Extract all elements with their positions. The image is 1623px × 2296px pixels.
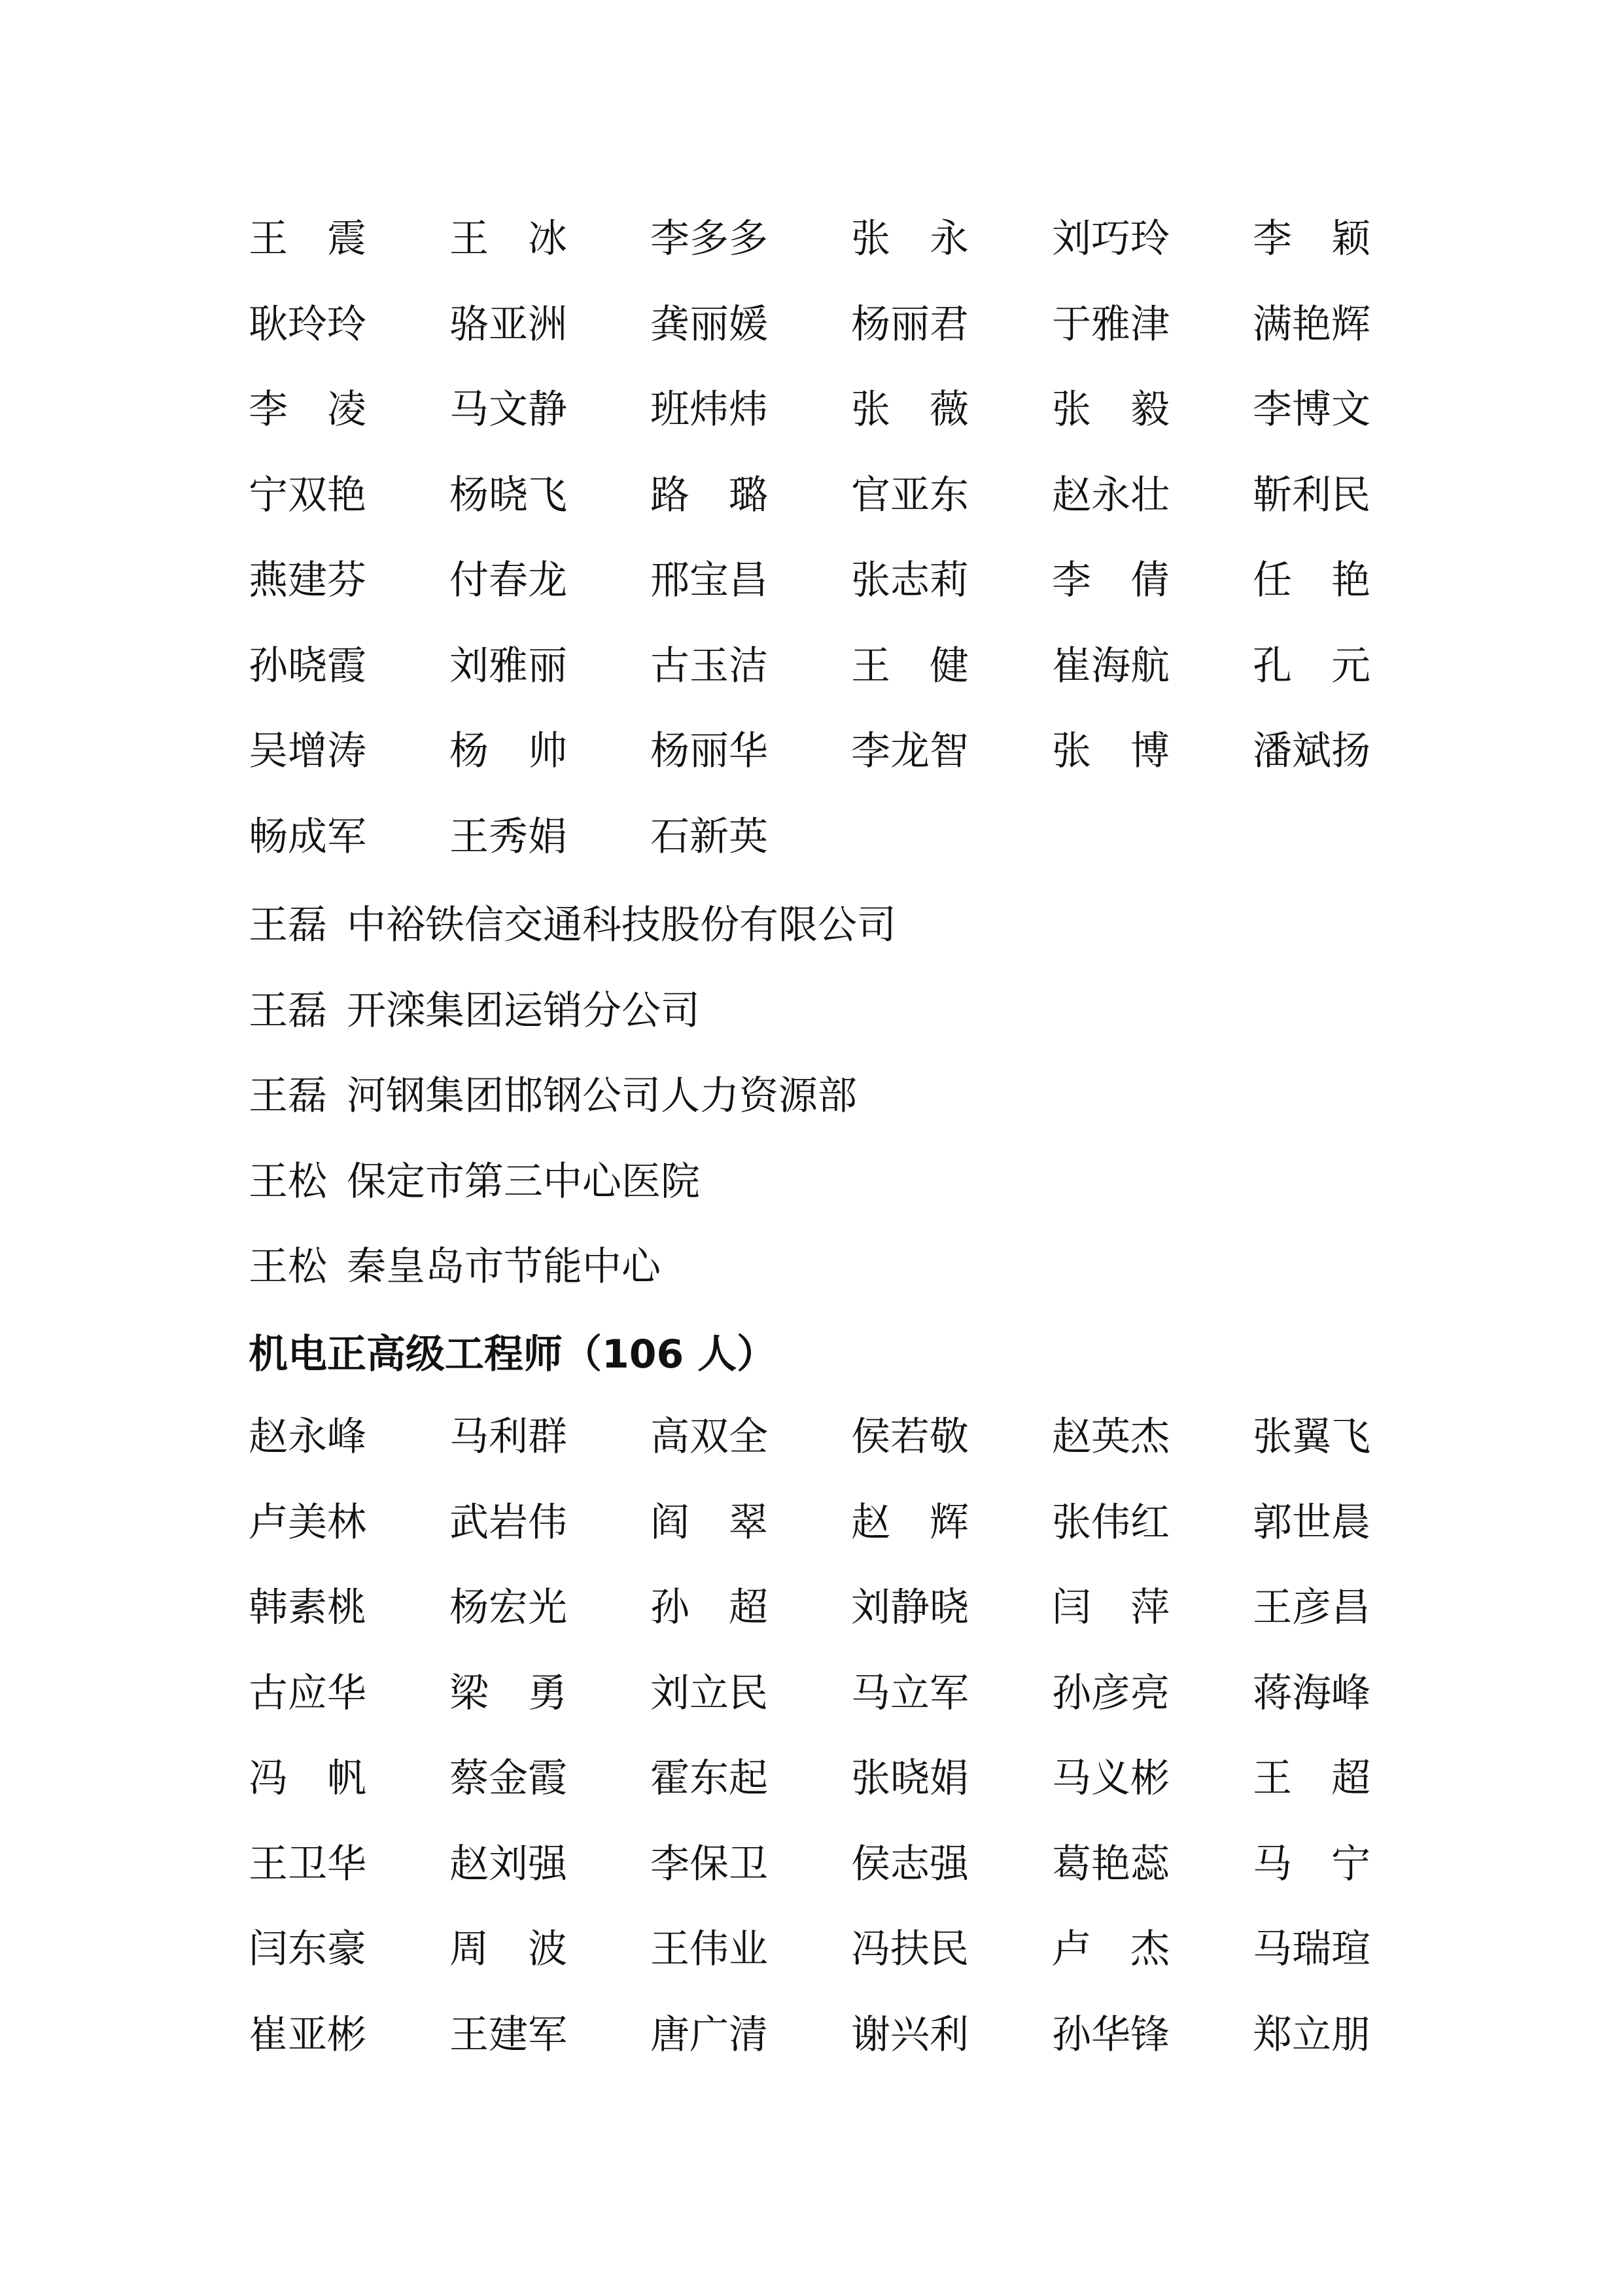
person-name: 李 凌 xyxy=(249,387,366,433)
person-name: 赵永峰 xyxy=(249,1414,366,1460)
person-name: 靳利民 xyxy=(1253,472,1370,518)
person-name: 侯志强 xyxy=(851,1841,969,1887)
person-name: 马文静 xyxy=(449,387,567,433)
person-name: 孙 超 xyxy=(650,1585,768,1631)
name-row xyxy=(249,538,1387,624)
person-name: 高双全 xyxy=(650,1414,768,1460)
person-name: 石新英 xyxy=(650,813,768,860)
person-name: 刘立民 xyxy=(650,1670,768,1716)
person-name: 李博文 xyxy=(1253,387,1370,433)
person-name: 付春龙 xyxy=(449,557,567,604)
person-name: 张 毅 xyxy=(1052,387,1170,433)
person-name: 王 超 xyxy=(1253,1756,1370,1802)
name-row xyxy=(249,1907,1387,1992)
name-row xyxy=(249,453,1387,539)
person-name: 刘雅丽 xyxy=(449,643,567,689)
person-name: 冯扶民 xyxy=(851,1926,969,1973)
person-name: 马利群 xyxy=(449,1414,567,1460)
person-name: 张晓娟 xyxy=(851,1756,969,1802)
section-heading: 机电正高级工程师（106 人） xyxy=(249,1332,777,1378)
person-name: 周 波 xyxy=(449,1926,567,1973)
name-row xyxy=(249,196,1387,282)
person-name: 张 薇 xyxy=(851,387,969,433)
name-list-mech xyxy=(249,1394,1387,2077)
person-name: 唐广清 xyxy=(650,2011,768,2058)
person-name: 卢美林 xyxy=(249,1499,366,1545)
person-name: 班炜炜 xyxy=(650,387,768,433)
person-name: 王伟业 xyxy=(650,1926,768,1973)
person-name: 王建军 xyxy=(449,2011,567,2058)
person-name: 马义彬 xyxy=(1052,1756,1170,1802)
name-row xyxy=(249,1565,1387,1651)
section-heading-block xyxy=(249,1309,1387,1394)
person-name: 杨宏光 xyxy=(449,1585,567,1631)
person-name: 张 博 xyxy=(1052,728,1170,775)
person-name: 崔亚彬 xyxy=(249,2011,366,2058)
name-row xyxy=(249,794,1387,880)
person-name: 孔 元 xyxy=(1253,643,1370,689)
person-name: 古玉洁 xyxy=(650,643,768,689)
person-name: 李保卫 xyxy=(650,1841,768,1887)
person-name: 王磊 xyxy=(249,1073,327,1120)
person-name: 耿玲玲 xyxy=(249,301,366,347)
person-name: 赵 辉 xyxy=(851,1499,969,1545)
organization-name: 中裕铁信交通科技股份有限公司 xyxy=(347,902,896,949)
person-name: 王彦昌 xyxy=(1253,1585,1370,1631)
person-name: 崔海航 xyxy=(1052,643,1170,689)
disambiguation-line xyxy=(249,1221,1387,1307)
person-name: 杨晓飞 xyxy=(449,472,567,518)
person-name: 马立军 xyxy=(851,1670,969,1716)
person-name: 满艳辉 xyxy=(1253,301,1370,347)
person-name: 李 颖 xyxy=(1253,216,1370,262)
person-name: 赵永壮 xyxy=(1052,472,1170,518)
person-name: 冯 帆 xyxy=(249,1756,366,1802)
person-name: 梁 勇 xyxy=(449,1670,567,1716)
name-list-top xyxy=(249,196,1387,879)
name-row xyxy=(249,1736,1387,1822)
disambiguation-list xyxy=(249,879,1387,1307)
person-name: 邢宝昌 xyxy=(650,557,768,604)
disambiguation-line xyxy=(249,965,1387,1051)
name-row xyxy=(249,1394,1387,1480)
name-row xyxy=(249,282,1387,368)
person-name: 王磊 xyxy=(249,902,327,949)
person-name: 宁双艳 xyxy=(249,472,366,518)
person-name: 郑立朋 xyxy=(1253,2011,1370,2058)
person-name: 孙彦亮 xyxy=(1052,1670,1170,1716)
person-name: 侯若敬 xyxy=(851,1414,969,1460)
person-name: 王卫华 xyxy=(249,1841,366,1887)
person-name: 王 健 xyxy=(851,643,969,689)
person-name: 阎 翠 xyxy=(650,1499,768,1545)
person-name: 于雅津 xyxy=(1052,301,1170,347)
organization-name: 河钢集团邯钢公司人力资源部 xyxy=(347,1073,857,1120)
person-name: 杨丽华 xyxy=(650,728,768,775)
person-name: 龚丽媛 xyxy=(650,301,768,347)
disambiguation-line xyxy=(249,1050,1387,1136)
person-name: 任 艳 xyxy=(1253,557,1370,604)
person-name: 王秀娟 xyxy=(449,813,567,860)
person-name: 刘巧玲 xyxy=(1052,216,1170,262)
person-name: 吴增涛 xyxy=(249,728,366,775)
organization-name: 开滦集团运销分公司 xyxy=(347,987,700,1034)
name-row xyxy=(249,709,1387,794)
name-row xyxy=(249,624,1387,709)
organization-name: 保定市第三中心医院 xyxy=(347,1158,700,1205)
person-name: 路 璐 xyxy=(650,472,768,518)
person-name: 葛艳蕊 xyxy=(1052,1841,1170,1887)
person-name: 卢 杰 xyxy=(1052,1926,1170,1973)
person-name: 张 永 xyxy=(851,216,969,262)
disambiguation-line xyxy=(249,879,1387,965)
person-name: 谢兴利 xyxy=(851,2011,969,2058)
person-name: 孙晓霞 xyxy=(249,643,366,689)
person-name: 古应华 xyxy=(249,1670,366,1716)
person-name: 燕建芬 xyxy=(249,557,366,604)
person-name: 李龙智 xyxy=(851,728,969,775)
person-name: 蔡金霞 xyxy=(449,1756,567,1802)
person-name: 霍东起 xyxy=(650,1756,768,1802)
name-row xyxy=(249,367,1387,453)
person-name: 潘斌扬 xyxy=(1253,728,1370,775)
person-name: 王 冰 xyxy=(449,216,567,262)
person-name: 韩素桃 xyxy=(249,1585,366,1631)
person-name: 赵刘强 xyxy=(449,1841,567,1887)
person-name: 王松 xyxy=(249,1158,327,1205)
person-name: 畅成军 xyxy=(249,813,366,860)
person-name: 蒋海峰 xyxy=(1253,1670,1370,1716)
person-name: 杨 帅 xyxy=(449,728,567,775)
person-name: 张志莉 xyxy=(851,557,969,604)
person-name: 官亚东 xyxy=(851,472,969,518)
person-name: 王 震 xyxy=(249,216,366,262)
person-name: 闫 萍 xyxy=(1052,1585,1170,1631)
person-name: 马瑞瑄 xyxy=(1253,1926,1370,1973)
person-name: 张伟红 xyxy=(1052,1499,1170,1545)
person-name: 武岩伟 xyxy=(449,1499,567,1545)
name-row xyxy=(249,1651,1387,1737)
person-name: 郭世晨 xyxy=(1253,1499,1370,1545)
person-name: 闫东豪 xyxy=(249,1926,366,1973)
name-row xyxy=(249,1992,1387,2078)
name-row xyxy=(249,1822,1387,1907)
person-name: 孙华锋 xyxy=(1052,2011,1170,2058)
name-row xyxy=(249,1480,1387,1566)
person-name: 骆亚洲 xyxy=(449,301,567,347)
person-name: 杨丽君 xyxy=(851,301,969,347)
disambiguation-line xyxy=(249,1136,1387,1222)
person-name: 马 宁 xyxy=(1253,1841,1370,1887)
organization-name: 秦皇岛市节能中心 xyxy=(347,1244,661,1290)
person-name: 王磊 xyxy=(249,987,327,1034)
person-name: 李多多 xyxy=(650,216,768,262)
person-name: 李 倩 xyxy=(1052,557,1170,604)
person-name: 王松 xyxy=(249,1244,327,1290)
person-name: 赵英杰 xyxy=(1052,1414,1170,1460)
person-name: 刘静晓 xyxy=(851,1585,969,1631)
person-name: 张翼飞 xyxy=(1253,1414,1370,1460)
